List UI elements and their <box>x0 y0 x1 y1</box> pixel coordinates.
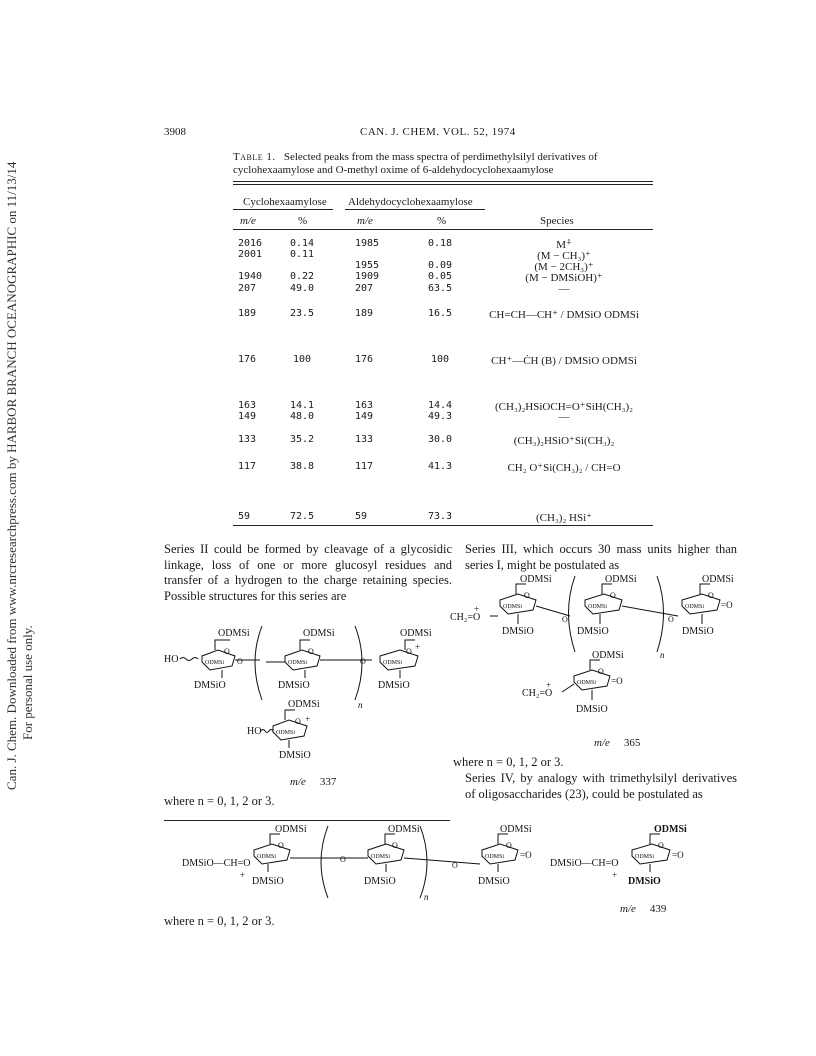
cell-pct-b: 16.5 <box>427 308 453 319</box>
svg-text:ODMSi: ODMSi <box>383 660 403 666</box>
series-ii-mle: m/e 337 <box>290 776 337 788</box>
svg-text:CH₂=O: CH₂=O <box>450 612 481 623</box>
table-head-rule <box>233 229 653 230</box>
svg-text:ODMSi: ODMSi <box>303 628 335 639</box>
cell-me-a: 176 <box>238 354 257 365</box>
cell-pct-b: 73.3 <box>427 511 453 522</box>
svg-text:DMSiO: DMSiO <box>576 704 608 715</box>
svg-text:ODMSi: ODMSi <box>205 660 225 666</box>
cell-pct-b: 0.09 <box>427 260 453 271</box>
table-caption <box>233 151 673 177</box>
cell-pct-a: 35.2 <box>289 434 315 445</box>
cell-species: — <box>558 283 570 295</box>
table-caption-text: Selected peaks from the mass spectra of perdimethylsilyl derivatives of cyclohexaamylose and O-methyl oxime of 6-aldehydocyclohexaamylose <box>233 151 598 176</box>
svg-text:ODMSi: ODMSi <box>257 854 277 860</box>
cell-species: (M − 2CH₃)⁺ <box>534 261 594 273</box>
svg-text:ODMSi: ODMSi <box>588 604 608 610</box>
cell-pct-b: 63.5 <box>427 283 453 294</box>
cell-species: (M − CH₃)⁺ <box>537 250 591 262</box>
table-label: Table 1. <box>233 151 276 163</box>
svg-text:O: O <box>610 591 616 600</box>
svg-text:DMSiO: DMSiO <box>279 750 311 761</box>
svg-text:ODMSi: ODMSi <box>288 699 320 710</box>
svg-text:n: n <box>358 700 363 710</box>
col-pct-a: % <box>298 215 308 227</box>
cell-species: (CH₃)₂ HSi⁺ <box>536 512 592 524</box>
svg-text:DMSiO: DMSiO <box>478 876 510 887</box>
svg-text:DMSiO: DMSiO <box>378 680 410 691</box>
cell-pct-a: 48.0 <box>289 411 315 422</box>
svg-text:O: O <box>506 841 512 850</box>
table-bottom-rule <box>233 525 653 526</box>
svg-text:ODMSi: ODMSi <box>685 604 705 610</box>
page-number: 3908 <box>164 126 186 138</box>
left-where: where n = 0, 1, 2 or 3. <box>164 794 275 808</box>
column-separator <box>164 820 450 821</box>
cell-pct-a: 49.0 <box>289 283 315 294</box>
svg-text:DMSiO: DMSiO <box>628 876 661 887</box>
group2-rule <box>345 209 485 210</box>
cell-pct-a: 0.11 <box>289 249 315 260</box>
svg-text:=O: =O <box>611 676 623 686</box>
svg-text:O: O <box>237 657 243 666</box>
svg-text:O: O <box>295 717 301 726</box>
cell-species: (M − DMSiOH)⁺ <box>525 272 603 284</box>
series-ii-terminal-structure <box>245 696 365 766</box>
svg-text:HO: HO <box>164 654 179 665</box>
table-top-rule <box>233 181 653 182</box>
svg-text:ODMSi: ODMSi <box>388 824 420 835</box>
cell-me-a: 133 <box>238 434 257 445</box>
svg-text:O: O <box>224 647 230 656</box>
cell-me-a: 59 <box>238 511 251 522</box>
svg-text:ODMSi: ODMSi <box>500 824 532 835</box>
svg-text:+: + <box>612 870 618 880</box>
series-iii-mle-value: 365 <box>623 737 641 749</box>
svg-text:ODMSi: ODMSi <box>635 854 655 860</box>
cell-pct-b: 0.05 <box>427 271 453 282</box>
cell-me-b: 176 <box>355 354 374 365</box>
svg-text:DMSiO: DMSiO <box>577 626 609 637</box>
cell-pct-b: 30.0 <box>427 434 453 445</box>
table-top-rule-2 <box>233 184 653 185</box>
cell-me-b: 1985 <box>355 238 380 249</box>
cell-species: CH⁺—ĊH (B) / DMSiO ODMSi <box>491 355 637 367</box>
svg-text:=O: =O <box>520 850 532 860</box>
svg-text:O: O <box>360 657 366 666</box>
svg-text:O: O <box>406 647 412 656</box>
svg-text:CH₂=O: CH₂=O <box>522 688 553 699</box>
cell-pct-a: 100 <box>292 354 312 365</box>
svg-text:ODMSi: ODMSi <box>371 854 391 860</box>
cell-me-a: 1940 <box>238 271 263 282</box>
cell-pct-a: 72.5 <box>289 511 315 522</box>
svg-text:+: + <box>474 604 480 614</box>
cell-pct-b: 100 <box>430 354 450 365</box>
cell-me-a: 2001 <box>238 249 263 260</box>
svg-text:ODMSi: ODMSi <box>485 854 505 860</box>
cell-species: CH=CH—CH⁺ / DMSiO ODMSi <box>489 309 639 321</box>
svg-text:n: n <box>424 892 429 902</box>
chem-odmsi-1: ODMSi <box>218 628 250 639</box>
col-pct-b: % <box>437 215 447 227</box>
svg-text:+: + <box>546 680 552 690</box>
cell-pct-b: 49.3 <box>427 411 453 422</box>
svg-text:HO: HO <box>247 726 262 737</box>
svg-text:O: O <box>452 861 458 870</box>
svg-text:DMSiO: DMSiO <box>364 876 396 887</box>
svg-text:+: + <box>415 642 421 652</box>
cell-me-b: 133 <box>355 434 374 445</box>
svg-text:DMSiO: DMSiO <box>682 626 714 637</box>
group-cyclohexaamylose: Cyclohexaamylose <box>243 196 327 208</box>
bottom-where: where n = 0, 1, 2 or 3. <box>164 914 275 928</box>
svg-text:ODMSi: ODMSi <box>520 574 552 585</box>
cell-me-a: 2016 <box>238 238 263 249</box>
svg-text:ODMSi: ODMSi <box>400 628 432 639</box>
svg-text:=O: =O <box>672 850 684 860</box>
svg-text:ODMSi: ODMSi <box>605 574 637 585</box>
cell-me-b: 163 <box>355 400 374 411</box>
cell-species: — <box>558 411 570 423</box>
right-where: where n = 0, 1, 2 or 3. <box>453 755 564 769</box>
cell-me-a: 189 <box>238 308 257 319</box>
col-me-b: m/e <box>357 215 373 227</box>
cell-me-a: 163 <box>238 400 257 411</box>
svg-text:O: O <box>392 841 398 850</box>
cell-pct-a: 0.22 <box>289 271 315 282</box>
cell-pct-a: 23.5 <box>289 308 315 319</box>
svg-text:O: O <box>562 615 568 624</box>
series-iv-structure <box>180 822 730 902</box>
cell-me-b: 1909 <box>355 271 380 282</box>
svg-text:n: n <box>660 650 665 660</box>
cell-species: CH₂ O⁺Si(CH₃)₂ / CH=O <box>507 462 621 474</box>
svg-text:ODMSi: ODMSi <box>702 574 734 585</box>
svg-text:ODMSi: ODMSi <box>577 680 597 686</box>
side-note-line-1: Can. J. Chem. Downloaded from www.nrcresearchpress.com by HARBOR BRANCH OCEANOGRAPHIC on 11/13/14 <box>4 161 19 790</box>
col-species: Species <box>540 215 574 227</box>
svg-text:O: O <box>708 591 714 600</box>
svg-text:DMSiO: DMSiO <box>194 680 226 691</box>
cell-me-a: 117 <box>238 461 257 472</box>
svg-text:ODMSi: ODMSi <box>275 824 307 835</box>
download-side-note <box>2 150 42 790</box>
svg-text:O: O <box>668 615 674 624</box>
right-paragraph-2: Series IV, by analogy with trimethylsilyl derivatives of oligosaccharides (23), could be postulated as <box>465 771 737 801</box>
group1-rule <box>233 209 333 210</box>
col-me-a: m/e <box>240 215 256 227</box>
cell-species: M⁺̇ <box>556 239 572 251</box>
cell-pct-a: 0.14 <box>289 238 315 249</box>
svg-text:DMSiO—CH=O: DMSiO—CH=O <box>182 858 251 869</box>
cell-me-a: 207 <box>238 283 257 294</box>
svg-text:DMSiO—CH=O: DMSiO—CH=O <box>550 858 619 869</box>
svg-text:O: O <box>658 841 664 850</box>
series-iv-mle: m/e 439 <box>620 903 667 915</box>
cell-pct-a: 14.1 <box>289 400 315 411</box>
series-iv-mle-value: 439 <box>649 903 667 915</box>
running-head: CAN. J. CHEM. VOL. 52, 1974 <box>360 126 516 138</box>
svg-text:DMSiO: DMSiO <box>278 680 310 691</box>
cell-me-a: 149 <box>238 411 257 422</box>
cell-me-b: 117 <box>355 461 374 472</box>
cell-species: (CH₃)₂HSiOCH=O⁺SiH(CH₃)₂ <box>495 401 633 413</box>
cell-species: (CH₃)₂HSiO⁺Si(CH₃)₂ <box>513 435 615 447</box>
svg-text:ODMSi: ODMSi <box>592 650 624 661</box>
svg-text:ODMSi: ODMSi <box>288 660 308 666</box>
svg-text:DMSiO: DMSiO <box>252 876 284 887</box>
svg-text:ODMSi: ODMSi <box>654 824 687 835</box>
cell-pct-b: 14.4 <box>427 400 453 411</box>
series-iii-terminal-structure <box>520 648 660 720</box>
svg-text:=O: =O <box>721 600 733 610</box>
series-ii-mle-value: 337 <box>319 776 337 788</box>
svg-text:O: O <box>278 841 284 850</box>
left-paragraph: Series II could be formed by cleavage of a glycosidic linkage, loss of one or more glucosyl residues and transfer of a hydrogen to the charge retaining species. Possible structures for this series are <box>164 542 452 603</box>
svg-text:DMSiO: DMSiO <box>502 626 534 637</box>
cell-pct-b: 41.3 <box>427 461 453 472</box>
cell-pct-a: 38.8 <box>289 461 315 472</box>
side-note-line-2: For personal use only. <box>20 625 35 740</box>
svg-text:ODMSi: ODMSi <box>276 730 296 736</box>
svg-text:ODMSi: ODMSi <box>503 604 523 610</box>
series-iii-mle: m/e 365 <box>594 737 641 749</box>
svg-text:O: O <box>598 667 604 676</box>
cell-pct-b: 0.18 <box>427 238 453 249</box>
right-paragraph: Series III, which occurs 30 mass units higher than series I, might be postulated as <box>465 542 737 572</box>
cell-me-b: 207 <box>355 283 374 294</box>
svg-text:O: O <box>340 855 346 864</box>
cell-me-b: 189 <box>355 308 374 319</box>
svg-text:+: + <box>305 714 311 724</box>
svg-text:+: + <box>240 870 246 880</box>
cell-me-b: 149 <box>355 411 374 422</box>
group-aldehydocyclohexaamylose: Aldehydocyclohexaamylose <box>348 196 473 208</box>
svg-text:O: O <box>308 647 314 656</box>
svg-text:O: O <box>524 591 530 600</box>
cell-me-b: 59 <box>355 511 368 522</box>
cell-me-b: 1955 <box>355 260 380 271</box>
